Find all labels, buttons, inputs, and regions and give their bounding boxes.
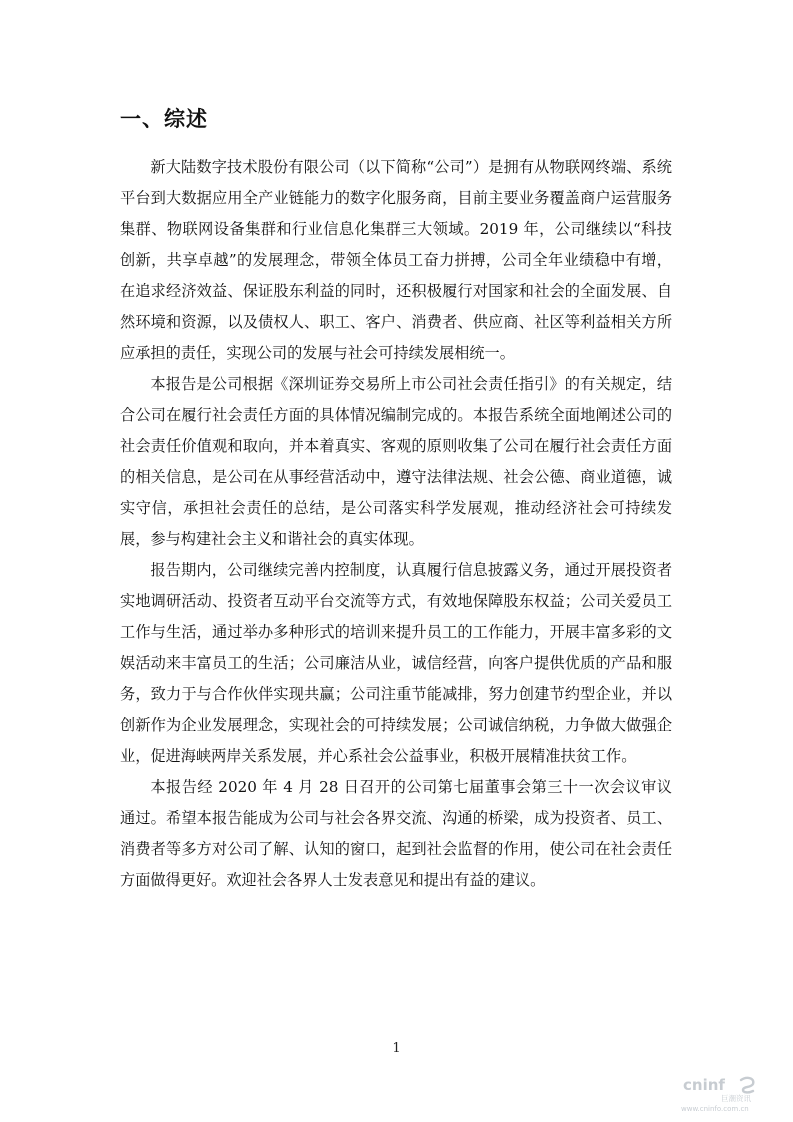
body-text <box>120 152 672 896</box>
section-title: 一、综述 <box>120 107 208 131</box>
swirl-icon <box>741 1078 753 1092</box>
watermark-brand: cninf <box>683 1076 725 1094</box>
paragraph-reporting-period: 报告期内，公司继续完善内控制度，认真履行信息披露义务，通过开展投资者实地调研活动、投资者互动平台交流等方式，有效地保障股东权益；公司关爱员工工作与生活，通过举办多种形式的培训来提升员工的工作能力，开展丰富多彩的文娱活动来丰富员工的生活；公司廉洁从业，诚信经营，向客户提供优质的产品和服务，致力于与合作伙伴实现共赢；公司注重节能减排，努力创建节约型企业，并以创新作为企业发展理念，实现社会的可持续发展；公司诚信纳税，力争做大做强企业，促进海峡两岸关系发展，并心系社会公益事业，积极开展精准扶贫工作。 <box>120 561 672 765</box>
page-number: 1 <box>392 1041 401 1056</box>
paragraph-overview: 新大陆数字技术股份有限公司（以下简称“公司”）是拥有从物联网终端、系统平台到大数据应用全产业链能力的数字化服务商，目前主要业务覆盖商户运营服务集群、物联网设备集群和行业信息化集群三大领域。2019 年，公司继续以“科技创新，共享卓越”的发展理念，带领全体员工奋力拼搏，公司全年业绩稳中有增，在追求经济效益、保证股东利益的同时，还积极履行对国家和社会的全面发展、自然环境和资源，以及债权人、职工、客户、消费者、供应商、社区等利益相关方所应承担的责任，实现公司的发展与社会可持续发展相统一。 <box>120 158 672 362</box>
cninf-watermark <box>681 1074 771 1114</box>
watermark-url: www.cninfo.com.cn <box>681 1105 749 1113</box>
paragraph-report-basis: 本报告是公司根据《深圳证券交易所上市公司社会责任指引》的有关规定，结合公司在履行社会责任方面的具体情况编制完成的。本报告系统全面地阐述公司的社会责任价值观和取向，并本着真实、客观的原则收集了公司在履行社会责任方面的相关信息，是公司在从事经营活动中，遵守法律法规、社会公德、商业道德，诚实守信，承担社会责任的总结，是公司落实科学发展观，推动经济社会可持续发展，参与构建社会主义和谐社会的真实体现。 <box>120 375 672 548</box>
paragraph-approval: 本报告经 2020 年 4 月 28 日召开的公司第七届董事会第三十一次会议审议通过。希望本报告能成为公司与社会各界交流、沟通的桥梁，成为投资者、员工、消费者等多方对公司了解、认知的窗口，起到社会监督的作用，使公司在社会责任方面做得更好。欢迎社会各界人士发表意见和提出有益的建议。 <box>120 778 672 889</box>
cninf-logo-icon <box>681 1074 771 1114</box>
watermark-cn-name: 巨潮资讯 <box>721 1094 751 1103</box>
